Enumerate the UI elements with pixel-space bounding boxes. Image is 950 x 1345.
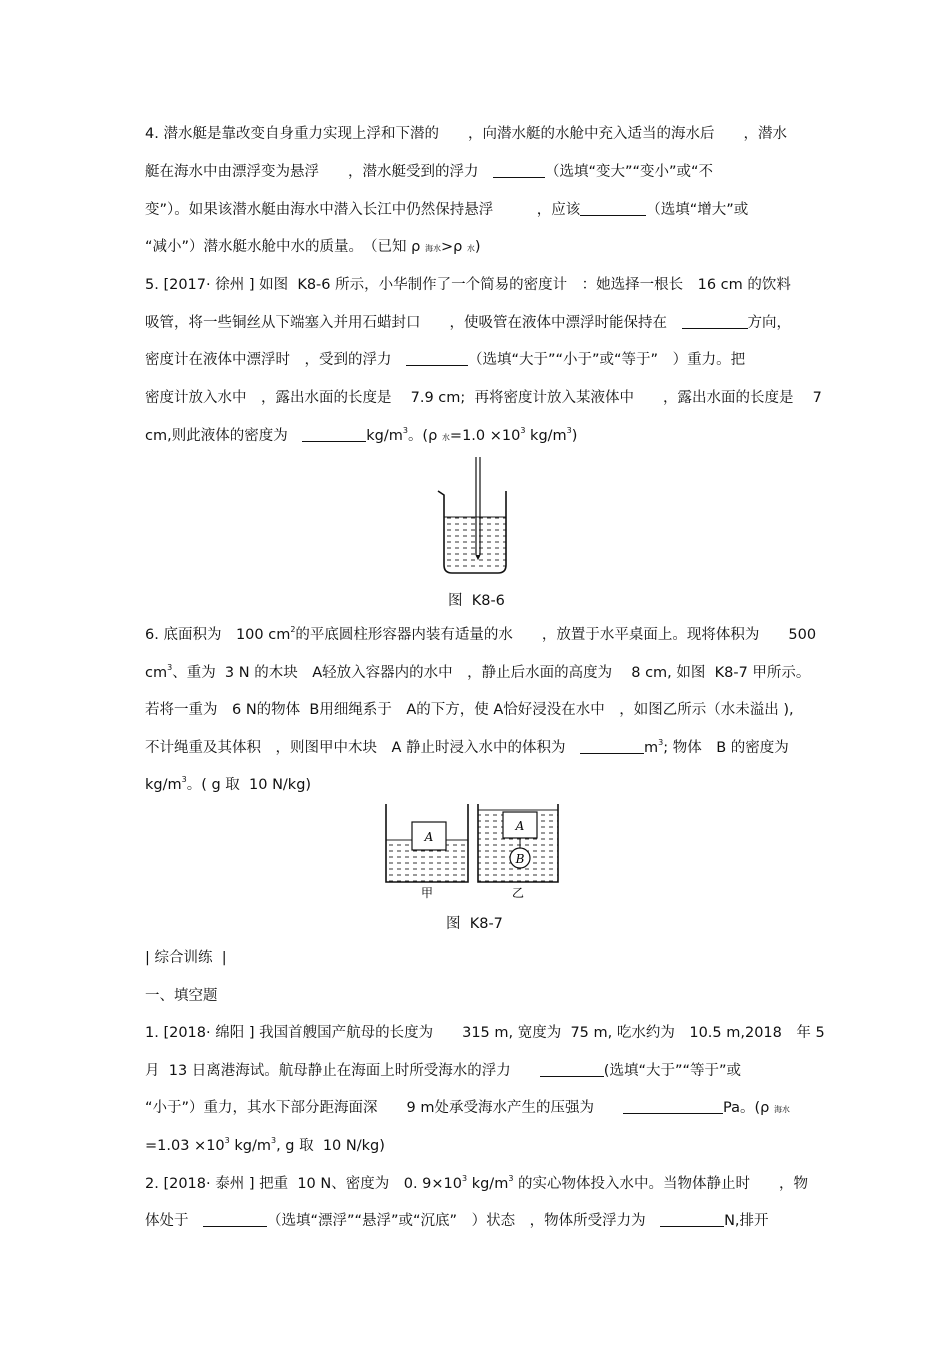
q6-line-3: 若将一重为 6 N的物体 B用细绳系于 A的下方，使 A恰好浸没在水中 ，如图乙所示（水未溢出 ), — [145, 702, 794, 718]
answer-blank[interactable] — [406, 351, 468, 366]
q6-line-2: $cm^3$、重为 3 N 的木块 A轻放入容器内的水中 ，静止后水面的高度为 8 cm, 如图 K8-7 甲所示。 — [145, 663, 811, 681]
figure-k8-6-beaker — [430, 455, 520, 585]
q4-line-3: 变”）。如果该潜水艇由海水中潜入长江中仍然保持悬浮 ，应该 （选填“增大”或 — [145, 202, 749, 218]
q4-line-4: “减小”）潜水艇水舱中水的质量。 （已知 ρ 海水>ρ 水) — [145, 239, 481, 255]
q6-line-1: 6. 底面积为 100 $cm^2$的平底圆柱形容器内装有适量的水 ，放置于水平桌面上。现将体积为 500 — [145, 625, 817, 643]
answer-blank[interactable] — [302, 427, 366, 442]
p1-line-1: 1. [2018· 绵阳 ] 我国首艘国产航母的长度为 315 m, 宽度为 75 m, 吃水约为 10.5 m,2018 年 5 — [145, 1025, 825, 1041]
q5-line-5: cm,则此液体的密度为 $kg/m^3$。(ρ 水$=1.0 \times 10^3$ $kg/m^3$) — [145, 426, 578, 444]
q4-line-2: 艇在海水中由漂浮变为悬浮 ，潜水艇受到的浮力 （选填“变大”“变小”或“不 — [145, 164, 714, 180]
q6-line-4: 不计绳重及其体积 ，则图甲中木块 A 静止时浸入水中的体积为 $m^3$; 物体 B 的密度为 — [145, 738, 789, 756]
answer-blank[interactable] — [660, 1212, 724, 1227]
object-b-label: B — [515, 852, 525, 866]
label-jia: 甲 — [420, 886, 434, 900]
answer-blank[interactable] — [580, 201, 646, 216]
answer-blank[interactable] — [540, 1062, 604, 1077]
label-yi: 乙 — [511, 886, 525, 900]
q5-line-1: 5. [2017· 徐州 ] 如图 K8-6 所示，小华制作了一个简易的密度计 ：她选择一根长 16 cm 的饮料 — [145, 277, 791, 293]
p1-line-3: “小于”）重力，其水下部分距海面深 9 m处承受海水产生的压强为 Pa。(ρ 海水 — [145, 1100, 790, 1116]
q5-line-3: 密度计在液体中漂浮时 ，受到的浮力 （选填“大于”“小于”或“等于” ）重力。把 — [145, 352, 746, 368]
figure-caption: 图 K8-7 — [446, 916, 503, 932]
section-heading: | 综合训练 | — [145, 950, 227, 966]
answer-blank[interactable] — [682, 314, 748, 329]
q6-line-5: $kg/m^3$。( g 取 10 N/kg) — [145, 775, 312, 793]
q4-line-1: 4. 潜水艇是靠改变自身重力实现上浮和下潜的 ，向潜水艇的水舱中充入适当的海水后 ，潜水 — [145, 126, 787, 142]
p2-line-2: 体处于 （选填“漂浮”“悬浮”或“沉底” ）状态 ，物体所受浮力为 N,排开 — [145, 1213, 769, 1229]
q5-line-2: 吸管，将一些铜丝从下端塞入并用石蜡封口 ，使吸管在液体中漂浮时能保持在 方向， — [145, 315, 791, 331]
block-a-label: A — [515, 819, 525, 833]
answer-blank[interactable] — [203, 1212, 267, 1227]
p1-line-2: 月 13 日离港海试。航母静止在海面上时所受海水的浮力 (选填“大于”“等于”或 — [145, 1063, 741, 1079]
figure-k8-7 — [380, 800, 570, 900]
block-a-label: A — [424, 830, 434, 844]
q5-line-4: 密度计放入水中 ，露出水面的长度是 7.9 cm; 再将密度计放入某液体中 ，露出水面的长度是 7 — [145, 390, 822, 406]
answer-blank[interactable] — [623, 1099, 723, 1114]
figure-caption: 图 K8-6 — [448, 593, 505, 609]
answer-blank[interactable] — [580, 739, 644, 754]
section-subheading: 一、填空题 — [145, 988, 218, 1004]
p1-line-4: $=1.03 \times 10^3$ $kg/m^3$, g 取 10 N/kg) — [145, 1136, 385, 1154]
p2-line-1: 2. [2018· 泰州 ] 把重 10 N、密度为 0. $9\times 10^3$ $kg/m^3$ 的实心物体投入水中。当物体静止时 ，物 — [145, 1174, 809, 1192]
answer-blank[interactable] — [493, 163, 545, 178]
